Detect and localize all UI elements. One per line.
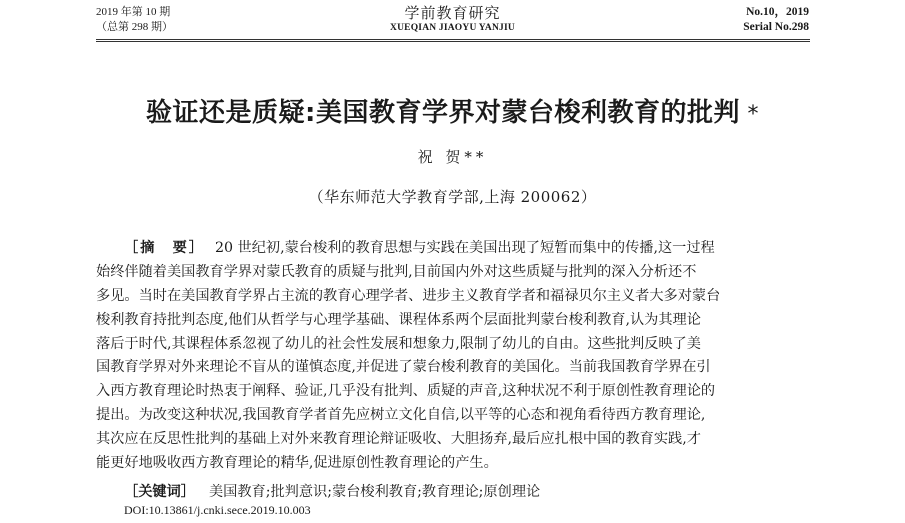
- abstract-line: 能更好地吸收西方教育理论的精华,促进原创性教育理论的产生。: [96, 455, 498, 472]
- issue-total: （总第 298 期）: [96, 21, 173, 33]
- abstract-line: 国教育学界对外来理论不盲从的谨慎态度,并促进了蒙台梭利教育的美国化。当前我国教育学界在引: [96, 359, 711, 376]
- journal-name-cn: 学前教育研究: [404, 4, 501, 22]
- abstract-line: 落后于时代,其课程体系忽视了幼儿的社会性发展和想象力,限制了幼儿的自由。这些批判反映了美: [96, 335, 701, 352]
- keywords-text: 美国教育;批判意识;蒙台梭利教育;教育理论;原创理论: [208, 484, 541, 500]
- abstract-line: [96, 237, 810, 261]
- abstract-line: 多见。当时在美国教育学界占主流的教育心理学者、进步主义教育学者和福禄贝尔主义者大多对蒙台: [96, 287, 721, 304]
- serial-number: Serial No.298: [743, 21, 809, 33]
- abstract-label: ［摘 要］: [124, 240, 205, 256]
- author-name: 祝 贺**: [417, 148, 488, 166]
- issue-number: 2019 年第 10 期: [96, 6, 171, 18]
- keywords: [124, 481, 540, 501]
- article-title: [0, 92, 905, 129]
- page-header: [0, 0, 905, 40]
- abstract-line: 始终伴随着美国教育学界对蒙氏教育的质疑与批判,目前国内外对这些质疑与批判的深入分析还不: [96, 263, 697, 280]
- abstract-line: 提出。为改变这种状况,我国教育学者首先应树立文化自信,以平等的心态和视角看待西方教育理论,: [96, 407, 706, 424]
- serial-info: [743, 5, 809, 35]
- abstract-line-text: 20 世纪初,蒙台梭利的教育思想与实践在美国出现了短暂而集中的传播,这一过程: [214, 240, 715, 256]
- header-rule-bottom: [96, 41, 810, 42]
- abstract-line: 梭利教育持批判态度,他们从哲学与心理学基础、课程体系两个层面批判蒙台梭利教育,认为其理论: [96, 311, 701, 328]
- title-text: 验证还是质疑:美国教育学界对蒙台梭利教育的批判: [146, 98, 740, 128]
- abstract-line: 其次应在反思性批判的基础上对外来教育理论辩证吸收、大胆扬弃,最后应扎根中国的教育实践,才: [96, 431, 701, 448]
- issue-number-en: No.10，2019: [746, 6, 809, 18]
- doi: DOI:10.13861/j.cnki.sece.2019.10.003: [124, 503, 311, 517]
- author-affiliation: （华东师范大学教育学部,上海 200062）: [308, 188, 597, 206]
- abstract-line: 入西方教育理论时热衷于阐释、验证,几乎没有批判、质疑的声音,这种状况不利于原创性教育理论的: [96, 383, 716, 400]
- journal-name-en: XUEQIAN JIAOYU YANJIU: [390, 23, 515, 33]
- keywords-label: ［关键词］: [124, 484, 195, 500]
- abstract: [96, 237, 810, 476]
- header-rule-top: [96, 39, 810, 40]
- title-footnote-mark: *: [739, 102, 759, 127]
